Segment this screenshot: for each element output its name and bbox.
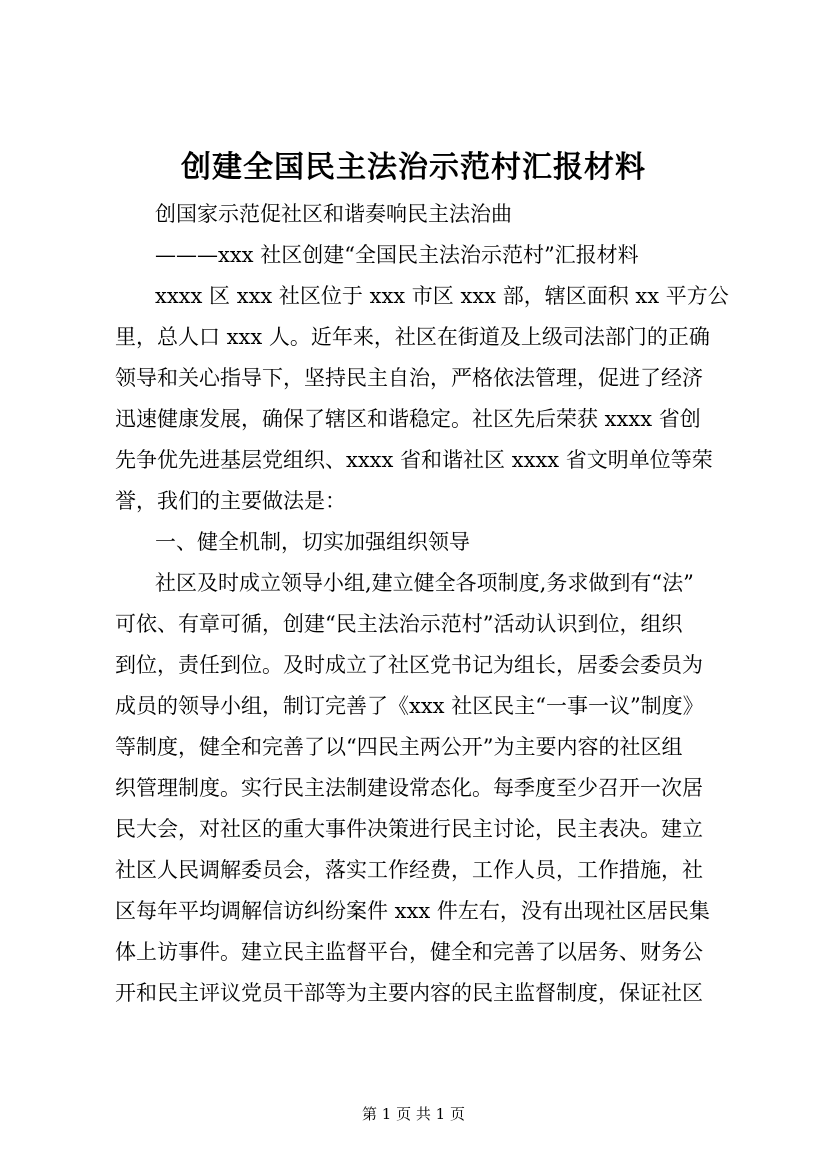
body-line: 成员的领导小组，制订完善了《xxx 社区民主“一事一议”制度》 (115, 694, 704, 718)
body-line: 等制度，健全和完善了以“四民主两公开”为主要内容的社区组 (115, 735, 683, 759)
body-line: 先争优先进基层党组织、xxxx 省和谐社区 xxxx 省文明单位等荣 (115, 448, 713, 472)
body-line: 誉，我们的主要做法是： (115, 489, 346, 513)
body-line: 社区人民调解委员会，落实工作经费，工作人员，工作措施，社 (115, 858, 703, 882)
body-line: 体上访事件。建立民主监督平台，健全和完善了以居务、财务公 (115, 940, 703, 964)
document-title: 创建全国民主法治示范村汇报材料 (181, 150, 646, 185)
subtitle-line-2: ———xxx 社区创建“全国民主法治示范村”汇报材料 (155, 243, 639, 267)
section-heading: 一、健全机制，切实加强组织领导 (155, 530, 470, 554)
body-line: xxxx 区 xxx 社区位于 xxx 市区 xxx 部，辖区面积 xx 平方公 (155, 284, 729, 308)
body-line: 社区及时成立领导小组,建立健全各项制度,务求做到有“法” (155, 571, 694, 595)
body-line: 领导和关心指导下，坚持民主自治，严格依法管理，促进了经济 (115, 366, 703, 390)
body-line: 民大会，对社区的重大事件决策进行民主讨论，民主表决。建立 (115, 817, 703, 841)
body-line: 迅速健康发展，确保了辖区和谐稳定。社区先后荣获 xxxx 省创 (115, 407, 701, 431)
subtitle-line-1: 创国家示范促社区和谐奏响民主法治曲 (155, 202, 512, 226)
body-line: 开和民主评议党员干部等为主要内容的民主监督制度，保证社区 (115, 981, 703, 1005)
body-line: 可依、有章可循，创建“民主法治示范村”活动认识到位，组织 (115, 612, 683, 636)
body-line: 区每年平均调解信访纠纷案件 xxx 件左右，没有出现社区居民集 (115, 899, 710, 923)
page-footer: 第 1 页 共 1 页 (362, 1105, 465, 1123)
body-line: 到位，责任到位。及时成立了社区党书记为组长，居委会委员为 (115, 653, 703, 677)
body-line: 织管理制度。实行民主法制建设常态化。每季度至少召开一次居 (115, 776, 703, 800)
body-line: 里，总人口 xxx 人。近年来，社区在街道及上级司法部门的正确 (115, 325, 710, 349)
